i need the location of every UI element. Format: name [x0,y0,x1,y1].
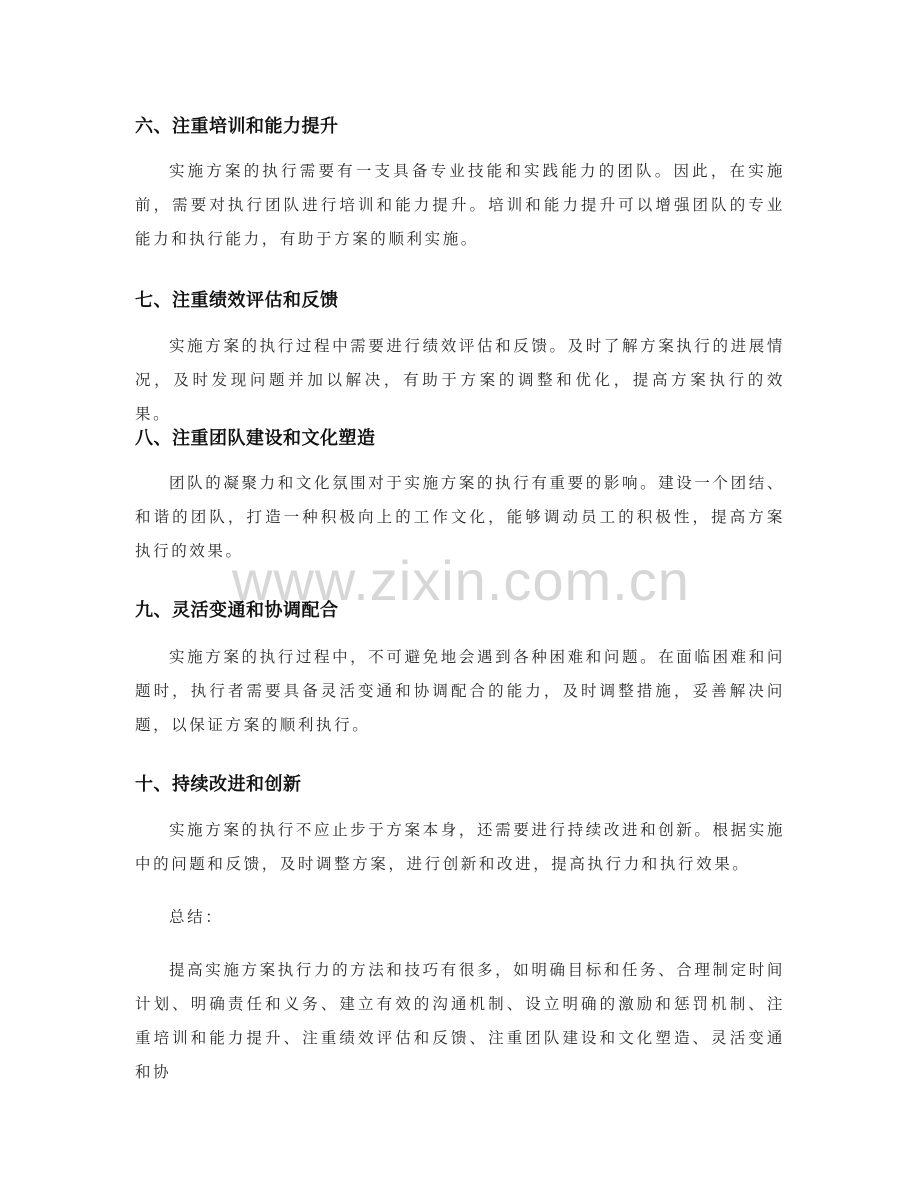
summary-label: 总结： [169,908,224,926]
section-heading-6: 六、注重培训和能力提升 [135,116,339,137]
section-heading-10: 十、持续改进和创新 [135,774,302,795]
section-body-10: 实施方案的执行不应止步于方案本身，还需要进行持续改进和创新。根据实施中的问题和反馈，及时调整方案，进行创新和改进，提高执行力和执行效果。 [135,821,785,873]
section-heading-8: 八、注重团队建设和文化塑造 [135,428,376,449]
section-body-6: 实施方案的执行需要有一支具备专业技能和实践能力的团队。因此，在实施前，需要对执行团队进行培训和能力提升。培训和能力提升可以增强团队的专业能力和执行能力，有助于方案的顺利实施。 [135,162,785,248]
section-body-9: 实施方案的执行过程中，不可避免地会遇到各种困难和问题。在面临困难和问题时，执行者需要具备灵活变通和协调配合的能力，及时调整措施，妥善解决问题，以保证方案的顺利执行。 [135,648,785,734]
section-body-7: 实施方案的执行过程中需要进行绩效评估和反馈。及时了解方案执行的进展情况，及时发现问题并加以解决，有助于方案的调整和优化，提高方案执行的效果。 [135,337,785,423]
watermark: www.zixin.com.cn [232,549,690,612]
section-body-8: 团队的凝聚力和文化氛围对于实施方案的执行有重要的影响。建设一个团结、和谐的团队，打造一种积极向上的工作文化，能够调动员工的积极性，提高方案执行的效果。 [135,474,785,560]
summary-body: 提高实施方案执行力的方法和技巧有很多，如明确目标和任务、合理制定时间计划、明确责任和义务、建立有效的沟通机制、设立明确的激励和惩罚机制、注重培训和能力提升、注重绩效评估和反馈、注重团队建设和文化塑造、灵活变通和协 [135,961,785,1081]
section-heading-7: 七、注重绩效评估和反馈 [135,290,339,311]
section-heading-9: 九、灵活变通和协调配合 [135,600,339,621]
